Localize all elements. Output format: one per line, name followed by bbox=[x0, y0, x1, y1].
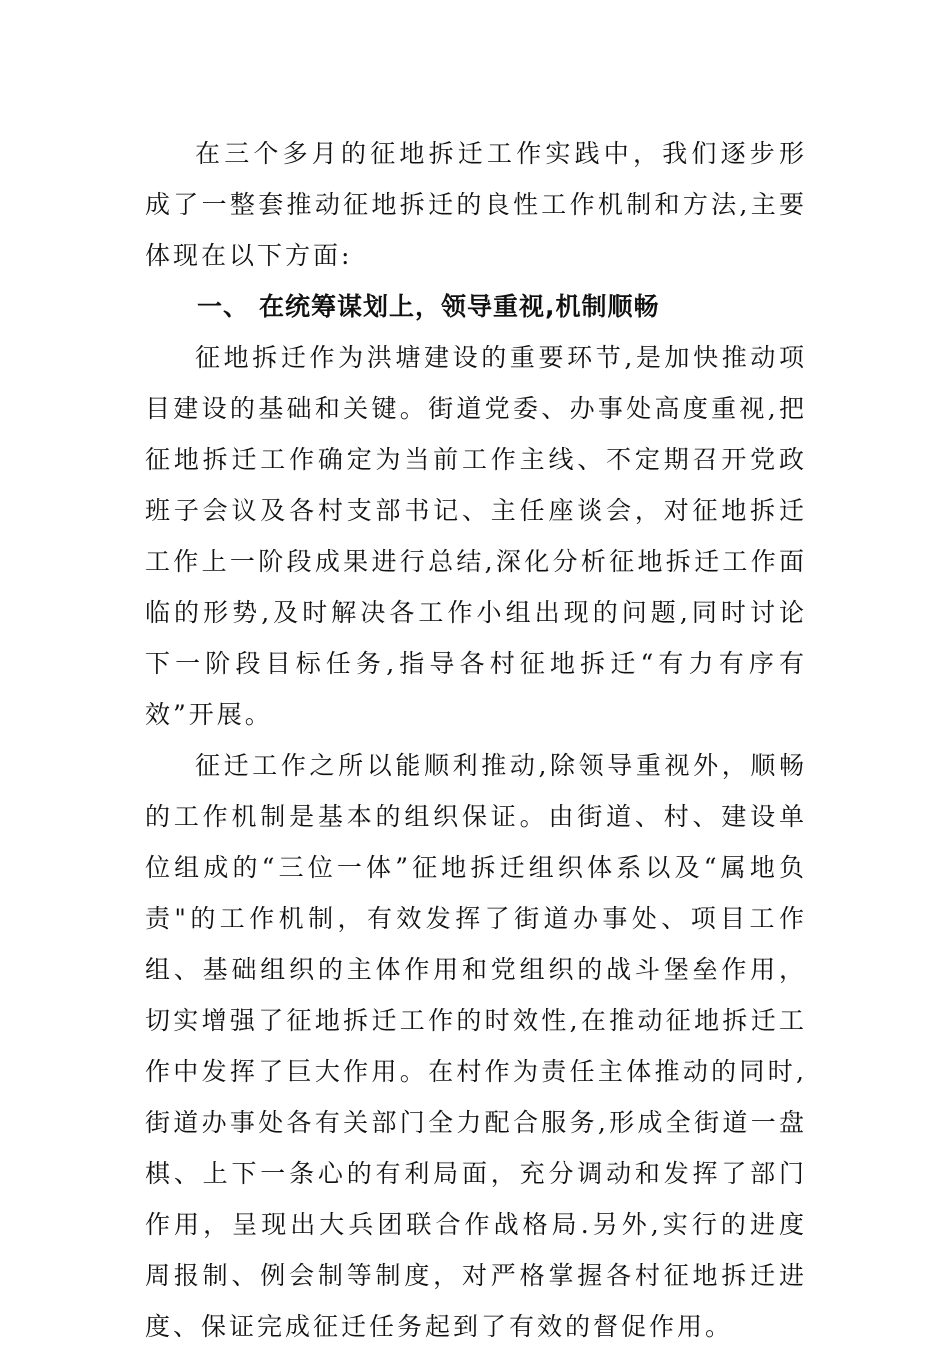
body-paragraph-1: 征地拆迁作为洪塘建设的重要环节,是加快推动项目建设的基础和关键。街道党委、办事处高度重视,把征地拆迁工作确定为当前工作主线、不定期召开党政班子会议及各村支部书记、主任座谈会，对征地拆迁工作上一阶段成果进行总结,深化分析征地拆迁工作面临的形势,及时解决各工作小组出现的问题,同时讨论下一阶段目标任务,指导各村征地拆迁“有力有序有效”开展。 bbox=[145, 343, 807, 729]
section-number: 一、 bbox=[197, 292, 250, 321]
document-body bbox=[145, 128, 807, 1352]
section-title: 在统筹谋划上，领导重视,机制顺畅 bbox=[259, 292, 660, 321]
section-heading bbox=[145, 281, 807, 332]
body-paragraph-2: 征迁工作之所以能顺利推动,除领导重视外，顺畅的工作机制是基本的组织保证。由街道、村、建设单位组成的“三位一体”征地拆迁组织体系以及“属地负责"的工作机制，有效发挥了街道办事处、项目工作组、基础组织的主体作用和党组织的战斗堡垒作用，切实增强了征地拆迁工作的时效性,在推动征地拆迁工作中发挥了巨大作用。在村作为责任主体推动的同时,街道办事处各有关部门全力配合服务,形成全街道一盘棋、上下一条心的有利局面，充分调动和发挥了部门作用，呈现出大兵团联合作战格局.另外,实行的进度周报制、例会制等制度，对严格掌握各村征地拆迁进度、保证完成征迁任务起到了有效的督促作用。 bbox=[145, 751, 807, 1341]
intro-paragraph: 在三个多月的征地拆迁工作实践中，我们逐步形成了一整套推动征地拆迁的良性工作机制和方法,主要体现在以下方面: bbox=[145, 139, 807, 270]
